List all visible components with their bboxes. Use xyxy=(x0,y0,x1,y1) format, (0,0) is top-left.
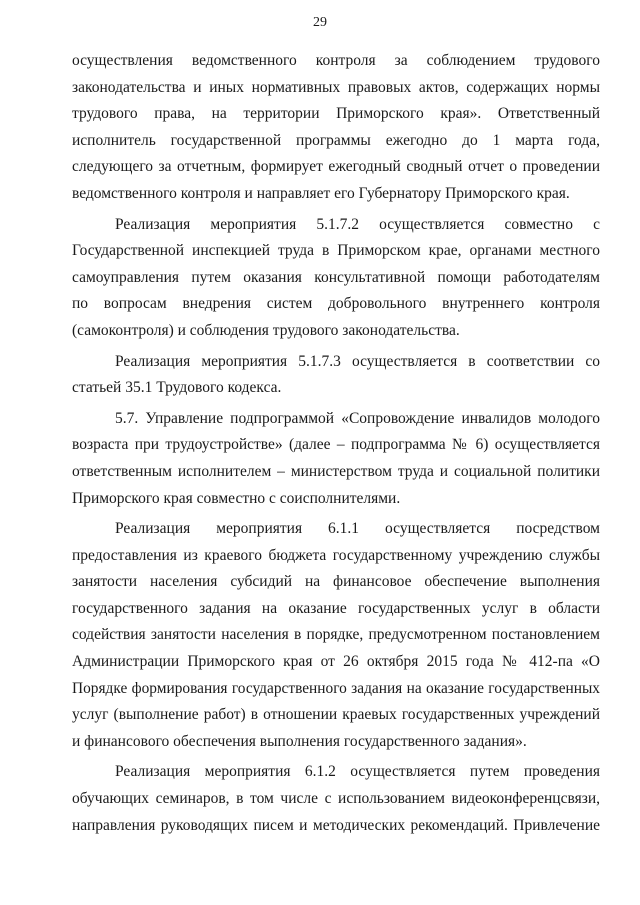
text-line: возраста при трудоустройстве» (далее – подпрограмма № 6) осуществляется xyxy=(72,436,600,454)
text-line: Приморского края совместно с соисполнителями. xyxy=(72,489,401,507)
text-line: осуществления ведомственного контроля за соблюдением трудового xyxy=(72,52,600,69)
text-line: трудового права, на территории Приморского края». Ответственный xyxy=(72,105,600,123)
paragraph-5 xyxy=(72,516,600,755)
paragraph-4 xyxy=(72,406,600,512)
paragraph-6 xyxy=(72,759,600,839)
paragraph-3 xyxy=(72,349,600,402)
text-line: Порядке формирования государственного задания на оказание государственных xyxy=(72,679,600,697)
text-line: статьей 35.1 Трудового кодекса. xyxy=(72,379,282,397)
text-line: исполнитель государственной программы ежегодно до 1 марта года, xyxy=(72,131,600,149)
paragraph-2 xyxy=(72,212,600,345)
text-line: (самоконтроля) и соблюдения трудового законодательства. xyxy=(72,321,460,339)
text-line: ведомственного контроля и направляет его Губернатору Приморского края. xyxy=(72,184,570,202)
text-line: Реализация мероприятия 6.1.2 осуществляется путем проведения xyxy=(115,763,600,781)
text-line: 5.7. Управление подпрограммой «Сопровождение инвалидов молодого xyxy=(115,409,600,427)
text-line: Реализация мероприятия 5.1.7.3 осуществляется в соответствии со xyxy=(115,352,600,370)
text-line: Администрации Приморского края от 26 октября 2015 года № 412-па «О xyxy=(72,653,600,671)
text-line: обучающих семинаров, в том числе с использованием видеоконференцсвязи, xyxy=(72,790,600,808)
text-line: Государственной инспекцией труда в Приморском крае, органами местного xyxy=(72,242,600,260)
text-line: Реализация мероприятия 5.1.7.2 осуществляется совместно с xyxy=(115,215,600,233)
text-line: следующего за отчетным, формирует ежегодный сводный отчет о проведении xyxy=(72,158,600,176)
text-line: содействия занятости населения в порядке, предусмотренном постановлением xyxy=(72,626,600,644)
text-line: услуг (выполнение работ) в отношении краевых государственных учреждений xyxy=(72,706,600,724)
text-line: государственного задания на оказание государственных услуг в области xyxy=(72,599,600,617)
text-line: Реализация мероприятия 6.1.1 осуществляется посредством xyxy=(115,520,600,538)
page-number: 29 xyxy=(313,15,327,30)
text-line: ответственным исполнителем – министерством труда и социальной политики xyxy=(72,462,600,480)
text-line: предоставления из краевого бюджета государственному учреждению службы xyxy=(72,546,600,564)
text-line: и финансового обеспечения выполнения государственного задания». xyxy=(72,732,527,750)
text-line: законодательства и иных нормативных правовых актов, содержащих нормы xyxy=(72,78,600,96)
text-line: самоуправления путем оказания консультативной помощи работодателям xyxy=(72,268,600,286)
document-body xyxy=(72,48,600,839)
text-line: по вопросам внедрения систем добровольного внутреннего контроля xyxy=(72,295,600,313)
text-line: направления руководящих писем и методических рекомендаций. Привлечение xyxy=(72,816,600,834)
text-line: занятости населения субсидий на финансовое обеспечение выполнения xyxy=(72,573,600,591)
paragraph-1 xyxy=(72,48,600,208)
